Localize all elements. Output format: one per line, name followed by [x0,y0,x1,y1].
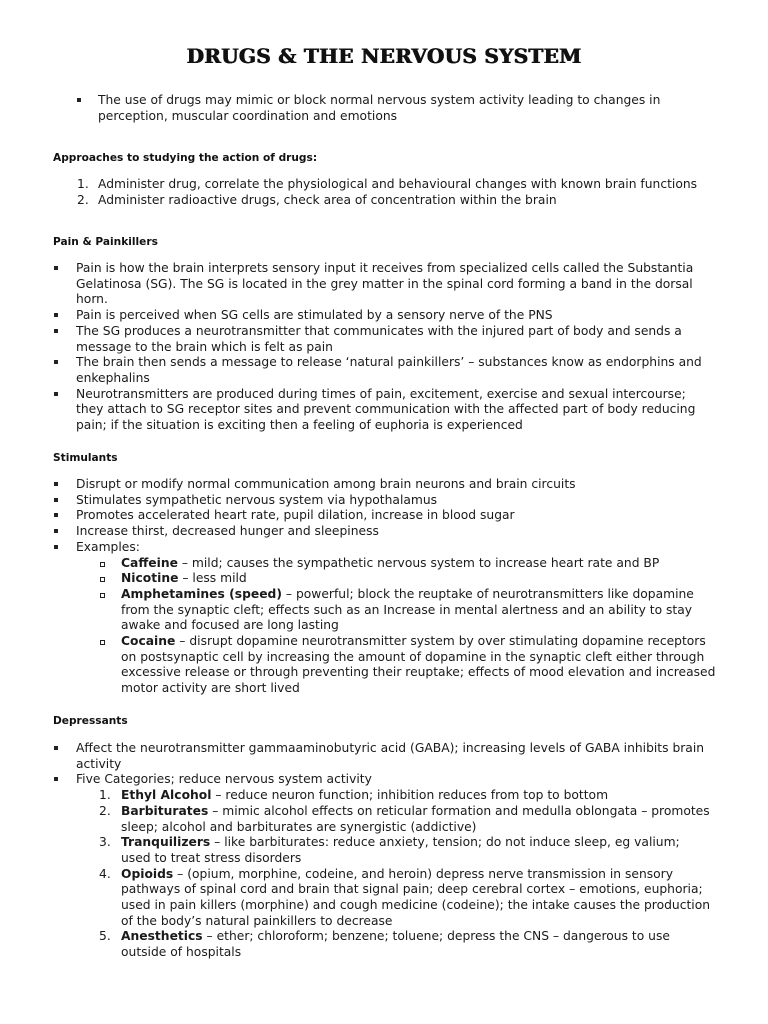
approaches-heading: Approaches to studying the action of drugs: [53,152,318,164]
pain-list [0,261,768,434]
list-item: Amphetamines (speed) – powerful; block the reuptake of neurotransmitters like dopamine from the synaptic cleft; effects such as an Increase in mental alertness and an ability to stay awake and focused are long lasting [121,586,694,633]
list-item: 2. Barbiturates – mimic alcohol effects on reticular formation and medulla oblongata – promotes sleep; alcohol and barbiturates are synergistic (addictive) [99,803,710,834]
list-item: 4. Opioids – (opium, morphine, codeine, and heroin) depress nerve transmission in sensory pathways of spinal cord and brain that signal pain; deep cerebral cortex – emotions, euphoria; used in pain killers (morphine) and cough medicine (codeine); the intake causes the production of the body’s natural painkillers to decrease [99,866,711,928]
list-item: Examples: [76,539,140,554]
list-item: 5. Anesthetics – ether; chloroform; benzene; toluene; depress the CNS – dangerous to use outside of hospitals [99,929,670,960]
pain-heading: Pain & Painkillers [53,236,158,248]
list-item: Caffeine – mild; causes the sympathetic nervous system to increase heart rate and BP [121,555,660,570]
list-item: Five Categories; reduce nervous system activity [76,772,372,787]
depressants-list [0,741,768,961]
approaches-list [0,177,768,208]
list-item: Stimulates sympathetic nervous system via hypothalamus [76,492,438,507]
list-item: Pain is how the brain interprets sensory input it receives from specialized cells called the Substantia Gelatinosa (SG). The SG is located in the grey matter in the spinal cord forming a band in the dorsal horn. [76,261,694,307]
list-item: 3. Tranquilizers – like barbiturates: reduce anxiety, tension; do not induce sleep, eg valium; used to treat stress disorders [99,835,680,865]
intro-section [0,93,768,124]
list-item: Increase thirst, decreased hunger and sleepiness [76,524,379,539]
list-item: Affect the neurotransmitter gammaaminobutyric acid (GABA); increasing levels of GABA inhibits brain activity [76,741,705,771]
page-title: DRUGS & THE NERVOUS SYSTEM [186,44,582,68]
stimulants-heading: Stimulants [53,452,118,464]
list-item: Promotes accelerated heart rate, pupil dilation, increase in blood sugar [76,508,515,523]
list-item: Pain is perceived when SG cells are stimulated by a sensory nerve of the PNS [76,308,553,323]
stimulants-list [0,477,768,697]
list-item: 2. Administer radioactive drugs, check area of concentration within the brain [77,192,557,207]
list-item: 1. Ethyl Alcohol – reduce neuron function; inhibition reduces from top to bottom [99,788,609,803]
depressants-heading: Depressants [53,715,128,727]
list-item: Cocaine – disrupt dopamine neurotransmitter system by over stimulating dopamine receptors on postsynaptic cell by increasing the amount of dopamine in the synaptic cleft either through excessive release or through preventing their reuptake; effects of mood elevation and increased motor activity are short lived [121,634,716,696]
list-item: The brain then sends a message to release ‘natural painkillers’ – substances know as endorphins and enkephalins [76,355,702,385]
list-item: Disrupt or modify normal communication among brain neurons and brain circuits [76,477,576,491]
list-item: Nicotine – less mild [121,571,247,586]
list-item: 1. Administer drug, correlate the physiological and behavioural changes with known brain functions [77,177,698,191]
list-item: The SG produces a neurotransmitter that communicates with the injured part of body and sends a message to the brain which is felt as pain [76,323,682,354]
list-item: Neurotransmitters are produced during times of pain, excitement, exercise and sexual intercourse; they attach to SG receptor sites and prevent communication with the affected part of body reducing pain; if the situation is exciting then a feeling of euphoria is experienced [76,386,696,433]
list-item: The use of drugs may mimic or block normal nervous system activity leading to changes in perception, muscular coordination and emotions [98,93,661,123]
